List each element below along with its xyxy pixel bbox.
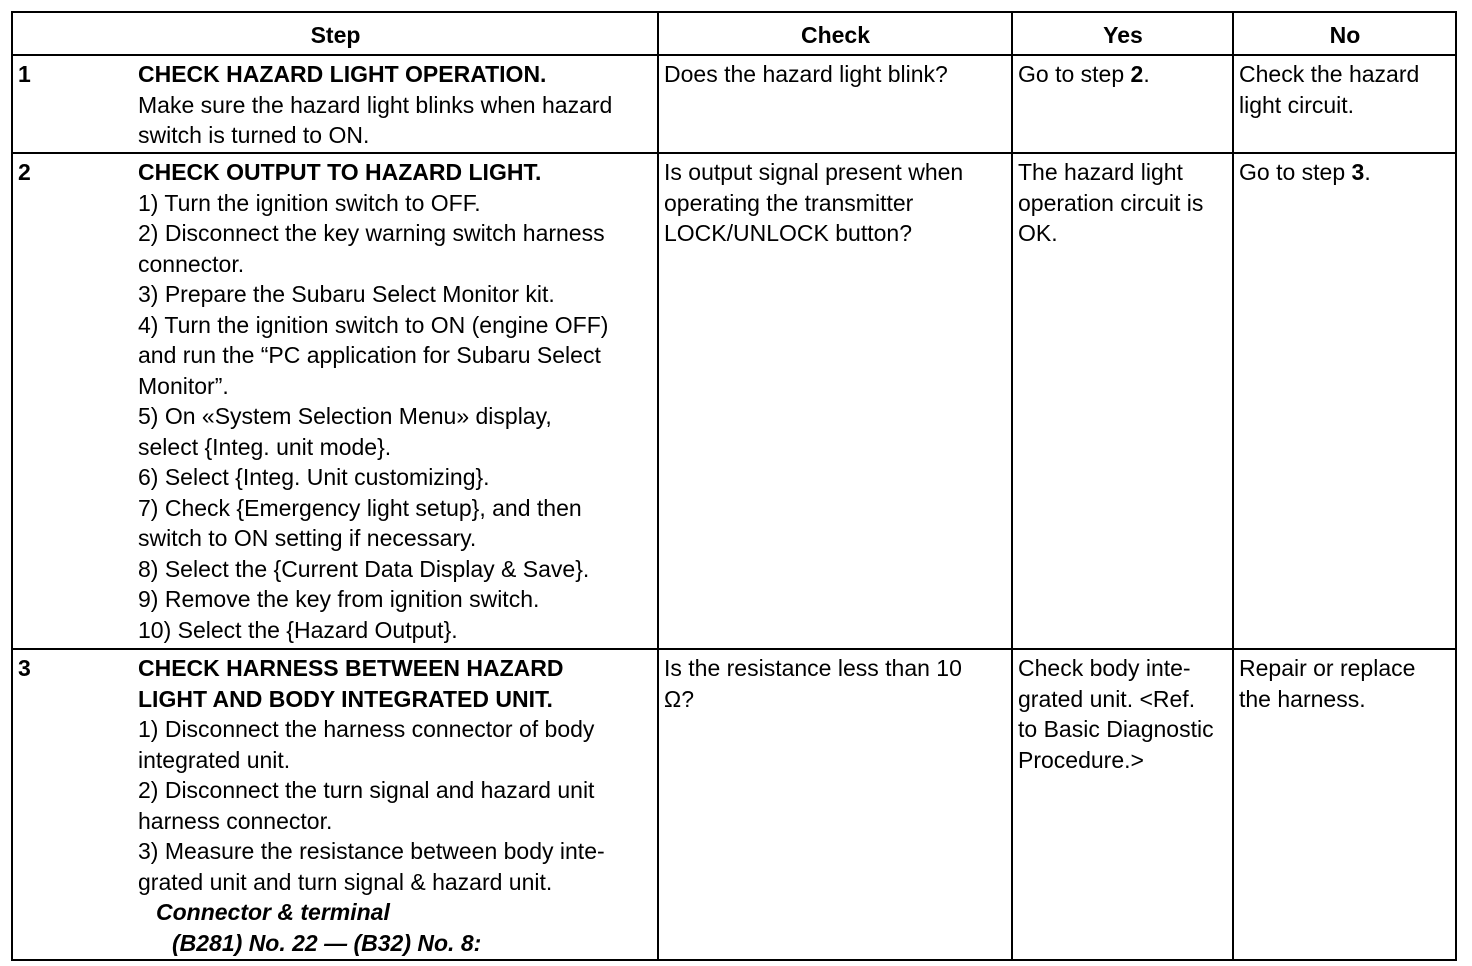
no-step-ref[interactable]: 3 <box>1351 159 1365 185</box>
step-line: 3) Measure the resistance between body inte- <box>138 838 605 864</box>
table-header-row <box>12 12 1456 55</box>
step-line: integrated unit. <box>138 746 291 773</box>
yes-cell <box>1012 55 1233 153</box>
yes-suffix: . <box>1143 61 1150 87</box>
check-cell <box>658 649 1012 960</box>
step-line: Monitor”. <box>138 372 229 399</box>
yes-text: Procedure.> <box>1018 746 1144 773</box>
header-yes: Yes <box>1012 12 1233 55</box>
check-cell <box>658 55 1012 153</box>
step-title: CHECK HAZARD LIGHT OPERATION. <box>138 61 547 87</box>
step-number: 1 <box>18 61 31 87</box>
step-line: 2) Disconnect the key warning switch harness <box>138 220 605 246</box>
step-line: 2) Disconnect the turn signal and hazard unit <box>138 777 595 803</box>
step-number: 2 <box>18 159 31 185</box>
step-title: CHECK HARNESS BETWEEN HAZARD <box>138 655 564 681</box>
spec-title: Connector & terminal <box>156 899 390 925</box>
no-cell <box>1233 649 1456 960</box>
step-line: 3) Prepare the Subaru Select Monitor kit. <box>138 281 555 307</box>
check-cell <box>658 153 1012 649</box>
spec-value: (B281) No. 22 — (B32) No. 8: <box>172 929 482 956</box>
step-line: 9) Remove the key from ignition switch. <box>138 586 540 612</box>
check-text: Ω? <box>664 685 694 712</box>
step-cell <box>12 55 658 153</box>
step-line: switch is turned to ON. <box>138 122 370 148</box>
step-line: Make sure the hazard light blinks when hazard <box>138 91 613 118</box>
step-title: LIGHT AND BODY INTEGRATED UNIT. <box>138 685 553 712</box>
step-line: select {Integ. unit mode}. <box>138 433 392 460</box>
yes-text: to Basic Diagnostic <box>1018 716 1214 742</box>
yes-cell <box>1012 649 1233 960</box>
no-suffix: . <box>1364 159 1371 185</box>
check-text: Is the resistance less than 10 <box>664 655 962 681</box>
step-line: 4) Turn the ignition switch to ON (engine OFF) <box>138 311 609 338</box>
yes-prefix: Go to step <box>1018 61 1131 87</box>
step-line: 1) Turn the ignition switch to OFF. <box>138 189 481 216</box>
step-line: 1) Disconnect the harness connector of body <box>138 716 595 742</box>
diagnostic-table <box>11 11 1457 961</box>
yes-text: The hazard light operation circuit is OK. <box>1018 159 1204 246</box>
step-line: harness connector. <box>138 807 333 834</box>
check-text: Does the hazard light blink? <box>664 61 948 87</box>
header-check: Check <box>658 12 1012 55</box>
yes-text: grated unit. <Ref. <box>1018 685 1196 712</box>
step-line: switch to ON setting if necessary. <box>138 525 477 551</box>
check-text: Is output signal present when operating the transmitter LOCK/UNLOCK button? <box>664 159 964 246</box>
yes-step-ref[interactable]: 2 <box>1130 61 1144 87</box>
no-text: Check the hazard light circuit. <box>1239 61 1420 118</box>
table-row <box>12 649 1456 960</box>
step-number: 3 <box>18 655 31 681</box>
yes-text: Check body inte- <box>1018 655 1191 681</box>
no-prefix: Go to step <box>1239 159 1352 185</box>
header-step: Step <box>12 12 658 55</box>
step-cell <box>12 153 658 649</box>
step-line: 8) Select the {Current Data Display & Save}. <box>138 555 590 582</box>
no-cell <box>1233 55 1456 153</box>
step-line: and run the “PC application for Subaru Select <box>138 342 601 368</box>
step-line: 6) Select {Integ. Unit customizing}. <box>138 464 490 490</box>
yes-cell <box>1012 153 1233 649</box>
step-cell <box>12 649 658 960</box>
table-row <box>12 153 1456 649</box>
step-line: 5) On «System Selection Menu» display, <box>138 403 552 429</box>
step-line: 10) Select the {Hazard Output}. <box>138 616 458 643</box>
no-text: Repair or replace the harness. <box>1239 655 1416 712</box>
table-row <box>12 55 1456 153</box>
step-line: grated unit and turn signal & hazard unit. <box>138 868 553 895</box>
step-line: connector. <box>138 250 245 277</box>
step-line: 7) Check {Emergency light setup}, and then <box>138 494 582 521</box>
step-title: CHECK OUTPUT TO HAZARD LIGHT. <box>138 159 542 185</box>
no-cell <box>1233 153 1456 649</box>
header-no: No <box>1233 12 1456 55</box>
